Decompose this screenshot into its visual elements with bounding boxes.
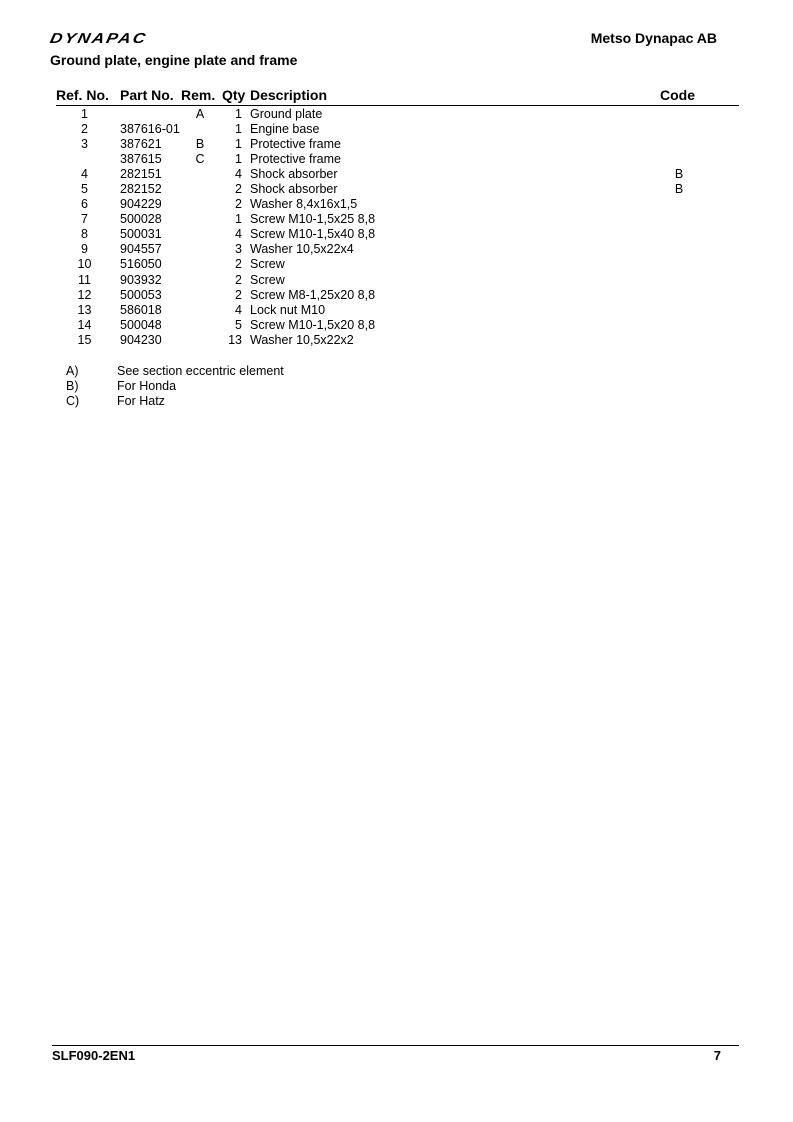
cell-description: Shock absorber [250, 167, 338, 182]
page-title: Ground plate, engine plate and frame [50, 52, 298, 68]
cell-qty: 1 [235, 212, 242, 227]
cell-part-no: 904229 [120, 197, 162, 212]
cell-ref-no: 7 [81, 212, 88, 227]
remark-text: See section eccentric element [117, 364, 284, 378]
cell-part-no: 904557 [120, 242, 162, 257]
cell-remark: C [195, 152, 205, 167]
cell-ref-no: 1 [81, 107, 88, 121]
table-header [56, 87, 739, 106]
cell-ref-no: 15 [77, 332, 92, 347]
cell-qty: 1 [235, 137, 242, 152]
cell-part-no: 516050 [120, 257, 162, 272]
table-row [56, 227, 739, 242]
cell-description: Screw M10-1,5x25 8,8 [250, 212, 376, 227]
table-row [56, 137, 739, 152]
cell-code: B [674, 167, 684, 182]
column-header-code: Code [660, 87, 695, 103]
table-row [56, 122, 739, 137]
table-row [56, 303, 739, 318]
cell-code: B [674, 182, 684, 197]
cell-ref-no: 3 [81, 137, 88, 152]
cell-qty: 4 [235, 167, 242, 182]
table-row [56, 167, 739, 182]
table-row [56, 242, 739, 257]
cell-remark: B [195, 137, 205, 152]
cell-description: Shock absorber [250, 182, 338, 197]
cell-qty: 4 [235, 302, 242, 317]
cell-ref-no: 12 [77, 287, 92, 302]
cell-ref-no: 13 [77, 302, 92, 317]
page-number: 7 [713, 1048, 721, 1063]
cell-ref-no: 5 [81, 182, 88, 197]
cell-qty: 13 [228, 332, 242, 347]
footer-divider [52, 1045, 739, 1046]
cell-description: Protective frame [250, 152, 342, 167]
table-row [56, 288, 739, 303]
cell-qty: 2 [235, 287, 242, 302]
cell-part-no: 387616-01 [120, 122, 180, 137]
dynapac-logo: DYNAPAC [48, 30, 149, 47]
column-header-description: Description [250, 87, 328, 103]
table-row [56, 318, 739, 333]
table-row [56, 212, 739, 227]
document-id: SLF090-2EN1 [52, 1048, 136, 1063]
remark-key: B) [66, 379, 79, 393]
cell-description: Engine base [250, 122, 320, 137]
cell-part-no: 387615 [120, 152, 162, 167]
remark-key: C) [66, 394, 80, 408]
table-row [56, 333, 739, 348]
cell-description: Washer 10,5x22x4 [250, 242, 354, 257]
cell-part-no: 586018 [120, 302, 162, 317]
column-header-part: Part No. [120, 87, 174, 103]
cell-part-no: 282151 [120, 167, 162, 182]
cell-ref-no: 11 [78, 272, 91, 287]
column-header-rem: Rem. [181, 87, 216, 103]
cell-part-no: 904230 [120, 332, 162, 347]
table-row [56, 152, 739, 167]
cell-description: Screw [250, 257, 285, 272]
cell-part-no: 387621 [120, 137, 162, 152]
cell-ref-no: 4 [81, 167, 88, 182]
cell-qty: 2 [235, 182, 242, 197]
column-header-qty: Qty [222, 87, 246, 103]
cell-qty: 2 [235, 257, 242, 272]
cell-part-no: 903932 [120, 272, 162, 287]
cell-part-no: 500053 [120, 287, 162, 302]
cell-part-no: 500028 [120, 212, 162, 227]
cell-description: Lock nut M10 [250, 302, 326, 317]
cell-part-no: 500031 [120, 227, 162, 242]
cell-description: Protective frame [250, 137, 342, 152]
cell-description: Screw [250, 272, 285, 287]
column-header-ref: Ref. No. [56, 87, 109, 103]
remark-text: For Honda [117, 379, 177, 393]
cell-ref-no: 10 [77, 257, 92, 272]
cell-qty: 1 [235, 152, 242, 167]
cell-description: Washer 8,4x16x1,5 [250, 197, 358, 212]
cell-ref-no: 14 [77, 317, 92, 332]
cell-description: Ground plate [250, 107, 323, 121]
cell-ref-no: 8 [81, 227, 88, 242]
table-row [56, 273, 739, 288]
company-name: Metso Dynapac AB [590, 30, 717, 46]
cell-qty: 1 [235, 107, 242, 121]
cell-qty: 3 [235, 242, 242, 257]
remark-key: A) [66, 364, 79, 378]
cell-part-no: 500048 [120, 317, 162, 332]
cell-remark: A [195, 107, 205, 121]
cell-description: Screw M10-1,5x20 8,8 [250, 317, 376, 332]
cell-qty: 1 [235, 122, 242, 137]
cell-qty: 2 [235, 197, 242, 212]
cell-description: Screw M8-1,25x20 8,8 [250, 287, 376, 302]
remark-text: For Hatz [117, 394, 165, 408]
table-row [56, 257, 739, 272]
cell-qty: 4 [235, 227, 242, 242]
table-row [56, 197, 739, 212]
parts-table [56, 107, 739, 348]
table-row [56, 107, 739, 122]
cell-description: Screw M10-1,5x40 8,8 [250, 227, 376, 242]
cell-ref-no: 9 [81, 242, 88, 257]
cell-description: Washer 10,5x22x2 [250, 332, 354, 347]
cell-qty: 5 [235, 317, 242, 332]
cell-qty: 2 [235, 272, 242, 287]
cell-ref-no: 2 [81, 122, 88, 137]
cell-ref-no: 6 [81, 197, 88, 212]
cell-part-no: 282152 [120, 182, 162, 197]
table-row [56, 182, 739, 197]
